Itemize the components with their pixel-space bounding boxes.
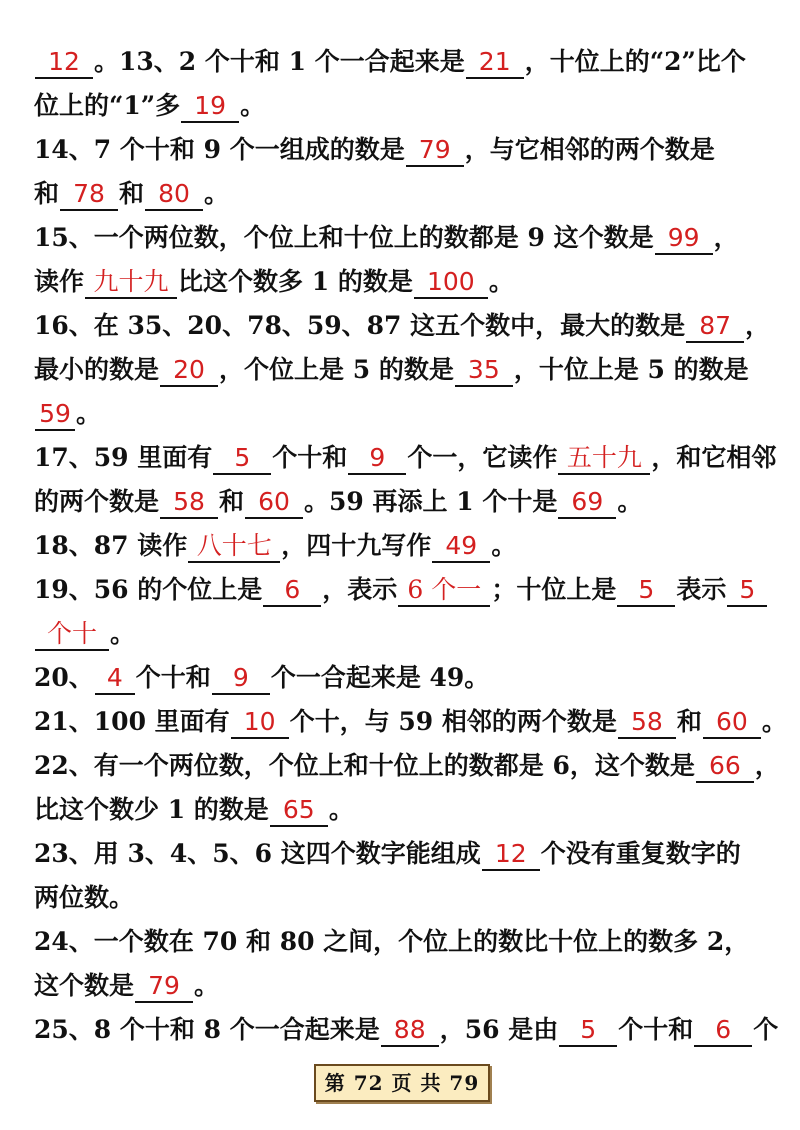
answer-blank: 35 — [455, 355, 513, 387]
text-line — [34, 1008, 779, 1052]
question-text: 和 — [119, 179, 145, 208]
question-text: 25、8 个十和 8 个一合起来是 — [34, 1015, 380, 1044]
answer-blank: 60 — [703, 707, 761, 739]
answer-blank: 5 — [559, 1015, 617, 1047]
answer-blank: 60 — [245, 487, 303, 519]
answer-blank: 78 — [60, 179, 118, 211]
text-line — [34, 436, 777, 480]
question-text: 24、一个数在 70 和 80 之间，个位上的数比十位上的数多 2， — [34, 927, 750, 956]
question-text: 。 — [761, 707, 787, 736]
question-text: 和 — [219, 487, 245, 516]
question-text: 个十和 — [272, 443, 348, 472]
answer-blank: 80 — [145, 179, 203, 211]
answer-blank: 5 — [727, 575, 767, 607]
answer-blank: 87 — [686, 311, 744, 343]
text-line — [34, 788, 770, 832]
text-line — [34, 304, 770, 348]
answer-blank: 10 — [231, 707, 289, 739]
answer-blank: 69 — [558, 487, 616, 519]
answer-blank: 49 — [432, 531, 490, 563]
answer-blank: 6 — [263, 575, 321, 607]
text-line — [34, 216, 770, 260]
question-text: 个一合起来是 49。 — [270, 663, 490, 692]
question-text: 个 — [753, 1015, 779, 1044]
answer-blank: 12 — [35, 47, 93, 79]
question-text: 21、100 里面有 — [34, 707, 230, 736]
question-text: 。 — [328, 795, 354, 824]
text-line — [34, 260, 770, 304]
answer-blank: 9 — [212, 663, 270, 695]
question-text: 。 — [617, 487, 643, 516]
answer-blank: 五十九 — [558, 443, 650, 475]
answer-blank: 58 — [160, 487, 218, 519]
question-text: 20、 — [34, 663, 94, 692]
question-text: 表示 — [676, 575, 727, 604]
question-text: ， — [745, 311, 771, 340]
question-text: 个十，与 59 相邻的两个数是 — [289, 707, 617, 736]
question-text: ，与它相邻的两个数是 — [464, 135, 715, 164]
question-text: ，十位上的“2”比个 — [524, 47, 746, 76]
question-text: ，表示 — [322, 575, 398, 604]
question-text: 。59 再添上 1 个十是 — [304, 487, 558, 516]
answer-blank: 八十七 — [188, 531, 280, 563]
question-text: 16、在 35、20、78、59、87 这五个数中，最大的数是 — [34, 311, 686, 340]
text-line — [34, 964, 770, 1008]
answer-blank: 21 — [466, 47, 524, 79]
text-line — [34, 568, 770, 612]
question-text: 。 — [240, 91, 266, 120]
question-text: 比这个数少 1 的数是 — [34, 795, 269, 824]
text-line — [34, 172, 770, 216]
answer-blank: 19 — [181, 91, 239, 123]
question-text: 个十和 — [618, 1015, 694, 1044]
answer-blank: 58 — [618, 707, 676, 739]
text-line — [34, 744, 780, 788]
question-text: 18、87 读作 — [34, 531, 188, 560]
text-line — [34, 920, 770, 964]
answer-blank: 12 — [482, 839, 540, 871]
question-text: ， — [754, 751, 780, 780]
text-line — [34, 612, 770, 656]
answer-blank: 59 — [35, 399, 75, 431]
text-line — [34, 656, 770, 700]
text-line — [34, 128, 770, 172]
question-text: 个一，它读作 — [407, 443, 558, 472]
question-text: 这个数是 — [34, 971, 135, 1000]
answer-blank: 5 — [617, 575, 675, 607]
question-text: 15、一个两位数，个位上和十位上的数都是 9 这个数是 — [34, 223, 654, 252]
question-text: 最小的数是 — [34, 355, 160, 384]
question-text: 23、用 3、4、5、6 这四个数字能组成 — [34, 839, 481, 868]
question-text: 比这个数多 1 的数是 — [178, 267, 413, 296]
question-text: 。 — [204, 179, 230, 208]
question-text: 。 — [488, 267, 514, 296]
question-text: 22、有一个两位数，个位上和十位上的数都是 6，这个数是 — [34, 751, 695, 780]
answer-blank: 66 — [696, 751, 754, 783]
answer-blank: 九十九 — [85, 267, 177, 299]
question-text: 17、59 里面有 — [34, 443, 213, 472]
question-text: 个十和 — [135, 663, 211, 692]
question-text: 14、7 个十和 9 个一组成的数是 — [34, 135, 405, 164]
text-line — [34, 348, 770, 392]
question-text: ，四十九写作 — [281, 531, 432, 560]
question-text: 的两个数是 — [34, 487, 160, 516]
question-text: 和 — [34, 179, 60, 208]
text-line — [34, 392, 770, 436]
question-text: 。13、2 个十和 1 个一合起来是 — [94, 47, 465, 76]
text-line — [34, 876, 770, 920]
text-line — [34, 524, 770, 568]
text-line — [34, 84, 770, 128]
answer-blank: 88 — [381, 1015, 439, 1047]
question-text: 两位数。 — [34, 883, 135, 912]
page-number-footer: 第 72 页 共 79 — [314, 1064, 490, 1102]
question-text: 个没有重复数字的 — [540, 839, 741, 868]
question-text: ，56 是由 — [439, 1015, 559, 1044]
answer-blank: 6 — [694, 1015, 752, 1047]
text-line — [34, 700, 787, 744]
question-text: 和 — [676, 707, 702, 736]
question-text: ，十位上是 5 的数是 — [513, 355, 749, 384]
exercise-list — [34, 40, 787, 1052]
text-line — [34, 40, 770, 84]
answer-blank: 个十 — [35, 619, 109, 651]
answer-blank: 65 — [270, 795, 328, 827]
text-line — [34, 480, 770, 524]
question-text: ；十位上是 — [491, 575, 617, 604]
answer-blank: 79 — [406, 135, 464, 167]
text-line — [34, 832, 770, 876]
question-text: 。 — [491, 531, 517, 560]
question-text: 。 — [194, 971, 220, 1000]
question-text: 读作 — [34, 267, 85, 296]
question-text: 。 — [76, 399, 102, 428]
question-text: ， — [713, 223, 739, 252]
question-text: 19、56 的个位上是 — [34, 575, 263, 604]
answer-blank: 6 个一 — [398, 575, 490, 607]
question-text: ，个位上是 5 的数是 — [219, 355, 454, 384]
answer-blank: 99 — [655, 223, 713, 255]
answer-blank: 5 — [213, 443, 271, 475]
question-text: 位上的“1”多 — [34, 91, 181, 120]
question-text: 。 — [110, 619, 136, 648]
answer-blank: 100 — [414, 267, 488, 299]
answer-blank: 20 — [160, 355, 218, 387]
answer-blank: 9 — [348, 443, 406, 475]
answer-blank: 4 — [95, 663, 135, 695]
answer-blank: 79 — [135, 971, 193, 1003]
question-text: ，和它相邻 — [651, 443, 777, 472]
